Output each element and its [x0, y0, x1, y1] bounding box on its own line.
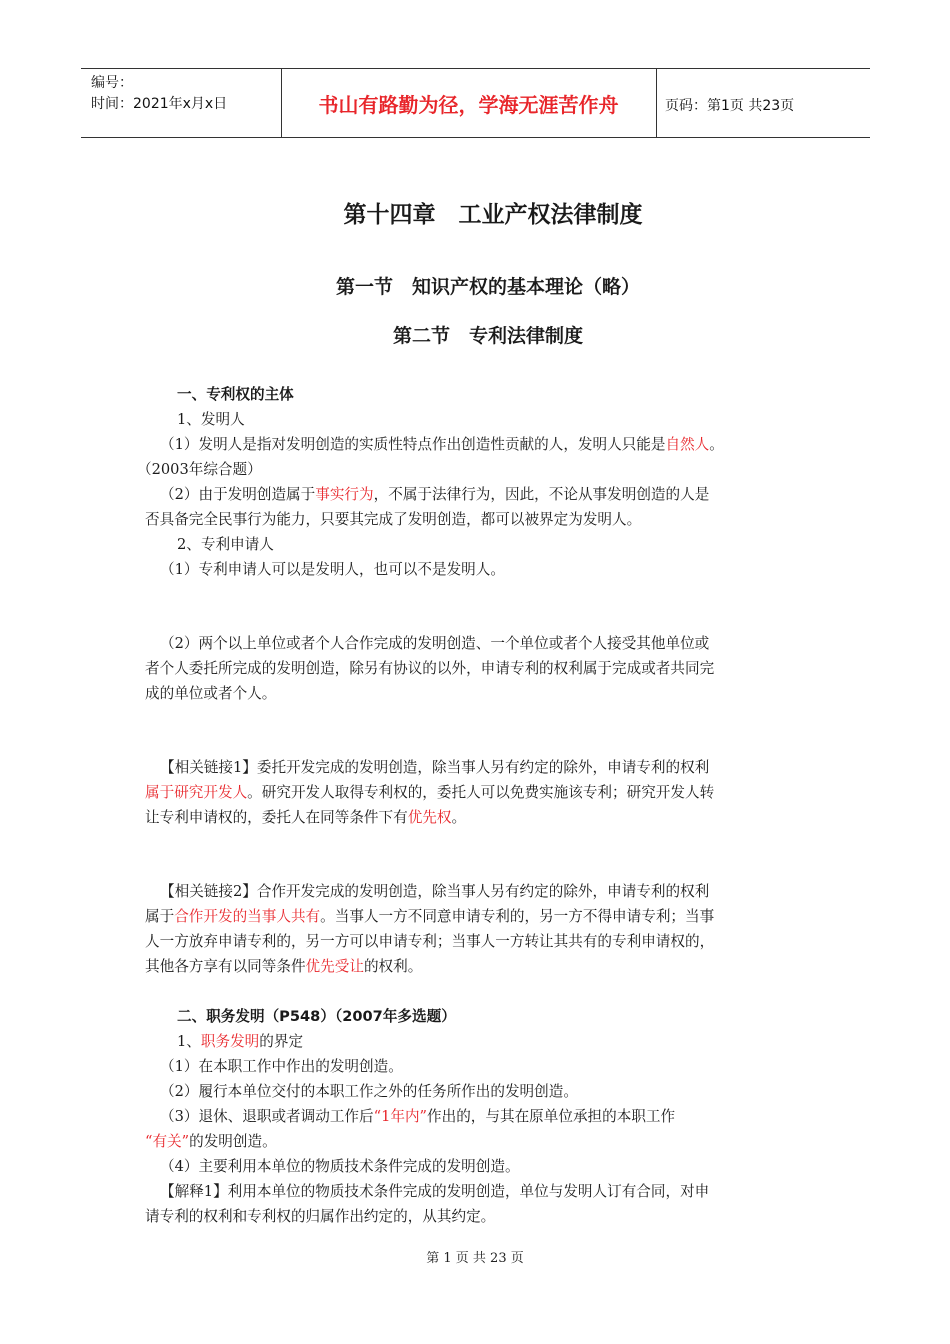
document-header — [81, 68, 870, 138]
paragraph-line: 其他各方享有以同等条件优先受让的权利。 — [145, 958, 423, 975]
page-footer: 第 1 页 共 23 页 — [426, 1251, 524, 1266]
section-title-1: 第一节 知识产权的基本理论（略） — [335, 276, 640, 298]
header-motto: 书山有路勤为径，学海无涯苦作舟 — [318, 93, 619, 117]
paragraph-line: （2）两个以上单位或者个人合作完成的发明创造、一个单位或者个人接受其他单位或 — [160, 635, 710, 652]
paragraph-line: 让专利申请权的，委托人在同等条件下有优先权。 — [145, 809, 467, 826]
paragraph-line: （2）履行本单位交付的本职工作之外的任务所作出的发明创造。 — [160, 1083, 578, 1100]
paragraph-line: （1）专利申请人可以是发明人，也可以不是发明人。 — [160, 561, 505, 578]
paragraph-line: 【相关链接1】委托开发完成的发明创造，除当事人另有约定的除外，申请专利的权利 — [160, 759, 710, 776]
paragraph-line: （4）主要利用本单位的物质技术条件完成的发明创造。 — [160, 1158, 520, 1175]
paragraph-line: 请专利的权利和专利权的归属作出约定的，从其约定。 — [145, 1208, 496, 1225]
subheading-definition: 1、职务发明的界定 — [177, 1033, 304, 1050]
paragraph-line: （1）在本职工作中作出的发明创造。 — [160, 1058, 403, 1075]
paragraph-line: 否具备完全民事行为能力，只要其完成了发明创造，都可以被界定为发明人。 — [145, 511, 642, 528]
paragraph-line: （2003年综合题） — [137, 461, 262, 478]
paragraph-line: 成的单位或者个人。 — [145, 685, 277, 702]
paragraph-line: 【解释1】利用本单位的物质技术条件完成的发明创造，单位与发明人订有合同，对申 — [160, 1183, 710, 1200]
heading-patent-subject: 一、专利权的主体 — [177, 386, 294, 403]
paragraph-line: （2）由于发明创造属于事实行为，不属于法律行为，因此，不论从事发明创造的人是 — [160, 486, 710, 503]
paragraph-line: “有关”的发明创造。 — [145, 1133, 277, 1150]
heading-service-invention: 二、职务发明（P548）（2007年多选题） — [177, 1008, 456, 1025]
header-meta — [91, 73, 227, 115]
paragraph-line: （3）退休、退职或者调动工作后“1年内”作出的，与其在原单位承担的本职工作 — [160, 1108, 676, 1125]
paragraph-line: 者个人委托所完成的发明创造，除另有协议的以外，申请专利的权利属于完成或者共同完 — [145, 660, 715, 677]
paragraph-line: 【相关链接2】合作开发完成的发明创造，除当事人另有约定的除外，申请专利的权利 — [160, 883, 710, 900]
paragraph-line: （1）发明人是指对发明创造的实质性特点作出创造性贡献的人，发明人只能是自然人。 — [160, 436, 724, 453]
header-page-info: 页码：第1页 共23页 — [665, 98, 795, 114]
document-number-label: 编号： — [91, 75, 133, 91]
section-title-2: 第二节 专利法律制度 — [392, 325, 583, 347]
subheading-applicant: 2、专利申请人 — [177, 536, 274, 553]
header-divider — [656, 69, 657, 137]
paragraph-line: 属于研究开发人。研究开发人取得专利权的，委托人可以免费实施该专利；研究开发人转 — [145, 784, 715, 801]
subheading-inventor: 1、发明人 — [177, 411, 245, 428]
paragraph-line: 属于合作开发的当事人共有。当事人一方不同意申请专利的，另一方不得申请专利；当事 — [145, 908, 715, 925]
paragraph-line: 人一方放弃申请专利的，另一方可以申请专利；当事人一方转让其共有的专利申请权的， — [145, 933, 715, 950]
document-date: 时间：2021年x月x日 — [91, 96, 228, 112]
chapter-title: 第十四章 工业产权法律制度 — [343, 202, 643, 228]
